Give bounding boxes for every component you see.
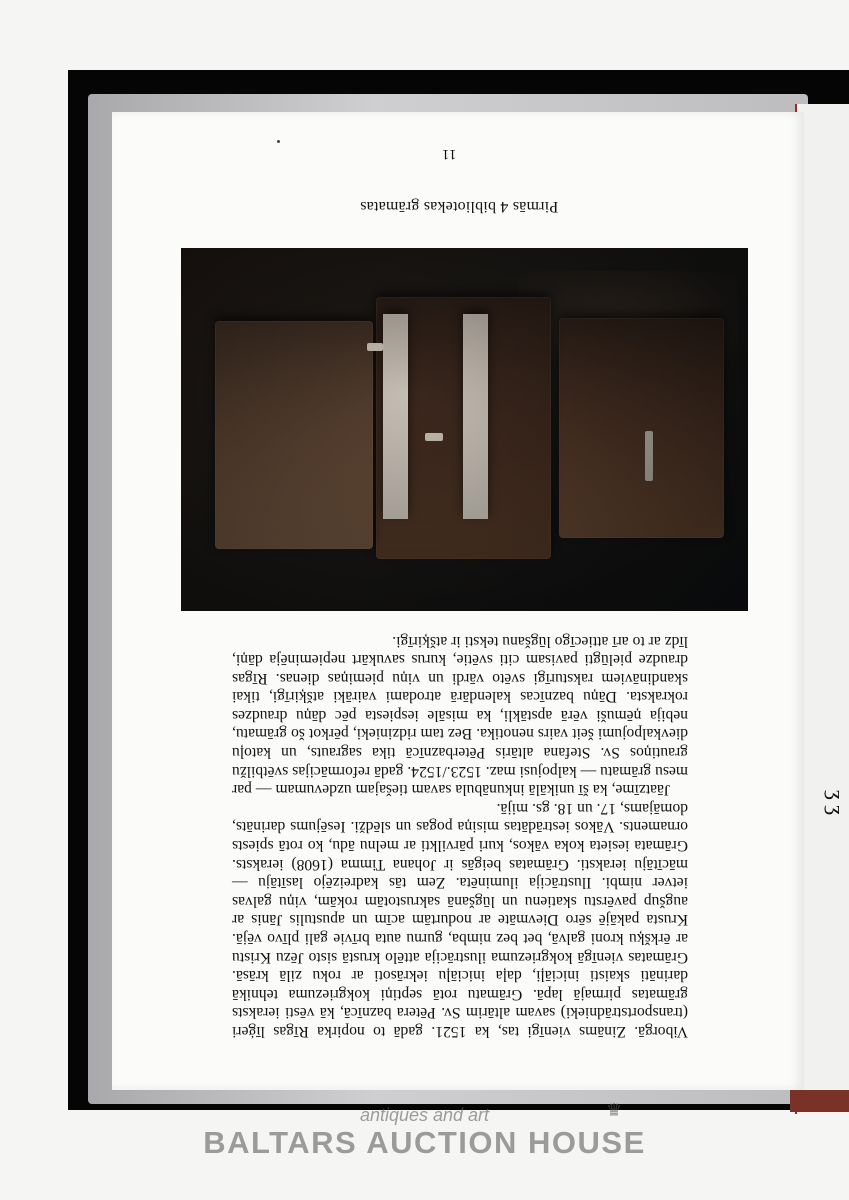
- watermark-brand: BALTARS AUCTION HOUSE: [203, 1125, 646, 1160]
- upside-down-page-content: [112, 112, 804, 1090]
- paragraph-1: Viborgā. Zināms vienīgi tas, ka 1521. gadā to nopirka Rīgas līģeri (transportstrādnieki) savam altārim Sv. Pētera baznīcā, kā vēsti ieraksts grāmatas pirmajā lapā. Grāmatu rotā septiņi kokgriezuma tehnikā darināti skaisti iniciāļi, daļa iniciāļu iekrāsoti ar roku zilā krāsā. Grāmatas vienīgā kokgriezuma ilustrācija attēlo krustā sisto Jēzu Kristu ar ērkšķu kroni galvā, bet bez nimba, gurnu auta brīvie gali plīvo vējā. Krusta pakājē sēro Dievmāte ar nodurtām acīm un apustulis Jānis ar augšup pavērstu skatienu un lūgšanā sakrustotām rokām, viņu galvas ietver nimbi. Ilustrācija iluminēta. Zem tās kadreizējo lasītāju — mācītāju ieraksti. Grāmatas beigās ir Johana Timma (1608) ieraksts. Grāmata iesieta koka vākos, kuri pārvilkti ar melnu ādu, ko rotā spiests ornaments. Vākos iestrādātas misiņa pogas un slēdži. Iesējums darināts, domājams, 17. un 18. gs. mijā.: [232, 799, 688, 1040]
- book-photo: [181, 248, 748, 611]
- paragraph-2: Jāatzīme, ka šī unikālā inkunābula savam tiešajam uzdevumam — par mesu grāmatu — kalpojusi maz. 1523./1524. gadā reformācijas svētbilžu grautiņos Sv. Stefana altāris Pēterbaznīcā tika sagrauts, un katoļu dievkalpojumi šeit vairs nenotika. Bez tam ridzinieki, pērkot šo grāmatu, nebija ņēmuši vērā apstākli, ka misāle iespiesta pēc dāņu draudzes rokraksta. Dāņu baznīcas kalendārā atrodami vairāki atšķirīgi, tikai skandināviem raksturīgi svēto vārdi un viņu piemiņas dienas. Rīgas draudze pielūgti pavisam citi svētie, kurus savukārt nepieminēja dāņi, līdz ar to arī attiecīgo lūgšanu teksti ir atšķirīgi.: [232, 632, 688, 799]
- photo-vignette: [181, 248, 748, 611]
- facing-page-marks: ʒ ʒ: [824, 790, 849, 816]
- watermark: [0, 1105, 849, 1161]
- running-title: Pirmās 4 bibliotekas grāmatas: [360, 198, 559, 215]
- crown-icon: ♛: [606, 1100, 623, 1120]
- main-text: [232, 631, 688, 1040]
- page-number: 11: [442, 146, 457, 162]
- watermark-tagline: antiques and art: [359, 1105, 490, 1125]
